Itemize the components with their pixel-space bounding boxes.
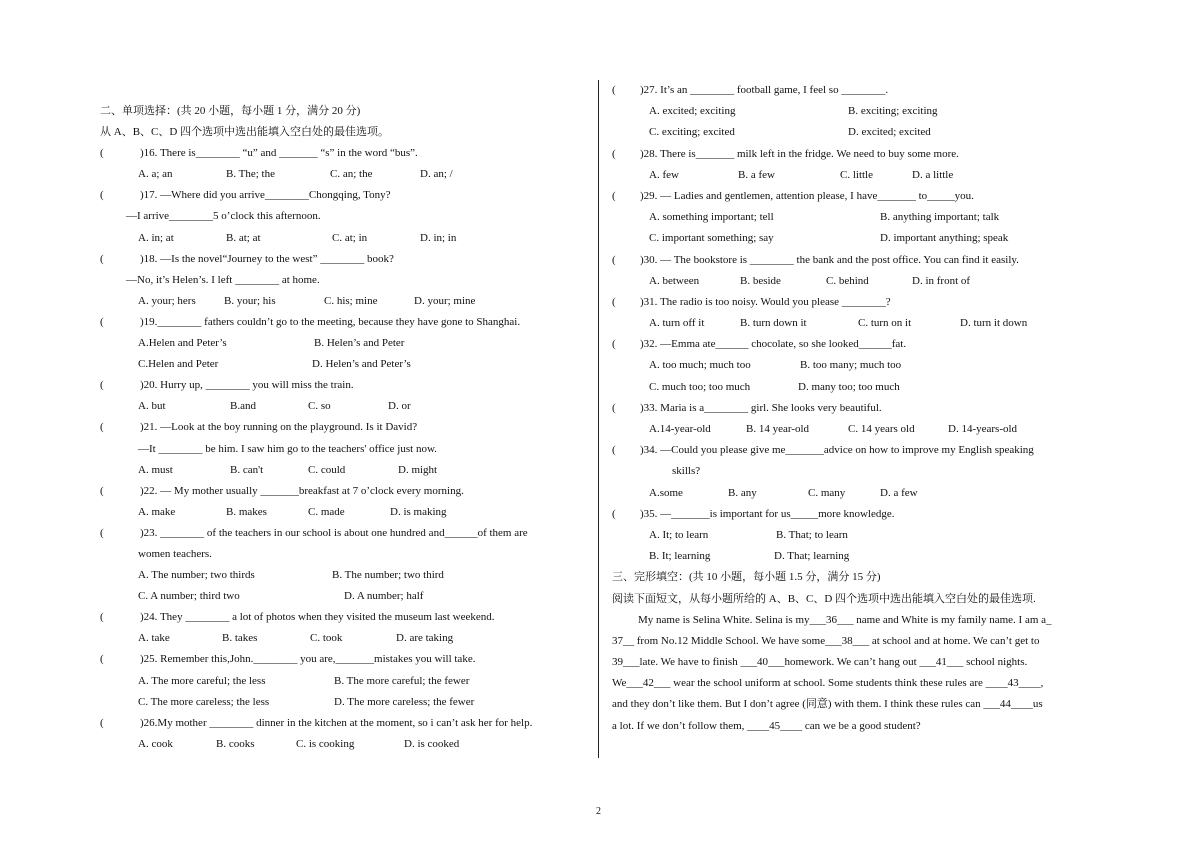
answer-paren[interactable]: ( [612, 401, 616, 414]
options-16 [100, 164, 580, 185]
answer-paren[interactable]: ( [100, 716, 104, 729]
column-divider [598, 80, 599, 758]
answer-paren[interactable]: ( [612, 147, 616, 160]
answer-paren[interactable]: ( [100, 611, 104, 624]
option-b: B. beside [740, 274, 781, 287]
option-c: C. little [840, 168, 873, 181]
question-text: )33. Maria is a________ girl. She looks very beautiful. [640, 401, 882, 414]
question-31 [612, 292, 1102, 313]
options-23-row1 [100, 565, 580, 586]
options-25-row1 [100, 671, 580, 692]
options-26 [100, 734, 580, 755]
section-instruction: 从 A、B、C、D 四个选项中选出能填入空白处的最佳选项。 [100, 126, 390, 139]
option-c: C. so [308, 400, 331, 413]
option-d: D. Helen’s and Peter’s [312, 358, 411, 371]
option-d: D. a few [880, 486, 918, 499]
question-26 [100, 713, 580, 734]
option-c: C. 14 years old [848, 423, 915, 435]
question-23 [100, 523, 580, 544]
options-23-row2 [100, 586, 580, 607]
option-a: A. turn off it [649, 317, 705, 330]
option-c: C. much too; too much [649, 380, 751, 393]
answer-paren[interactable]: ( [612, 507, 616, 520]
question-25 [100, 649, 580, 670]
question-text: )35. —_______is important for us_____more knowledge. [640, 507, 895, 520]
option-c: C. could [308, 463, 346, 476]
option-b: B. a few [738, 168, 775, 181]
options-19-row2 [100, 354, 580, 375]
option-b: B. That; to learn [776, 528, 848, 541]
option-b: B. at; at [226, 231, 261, 244]
options-21 [100, 460, 580, 481]
question-16 [100, 143, 580, 164]
option-b: B. The more careful; the fewer [334, 674, 470, 687]
option-a: A. a; an [138, 168, 173, 181]
option-b: B. anything important; talk [880, 211, 1000, 224]
answer-paren[interactable]: ( [100, 484, 104, 497]
option-c: C. his; mine [324, 294, 378, 307]
option-b: B. can't [230, 463, 264, 476]
question-text: )25. Remember this,John.________ you are,_______mistakes you will take. [140, 653, 476, 666]
question-32 [612, 334, 1102, 355]
option-c: C. turn on it [858, 317, 912, 330]
option-a: A. cook [138, 737, 173, 750]
option-b: B.and [230, 400, 256, 413]
options-29-row2 [612, 228, 1102, 249]
option-a: A. The number; two thirds [138, 569, 255, 582]
passage-line: My name is Selina White. Selina is my___36___ name and White is my family name. I am a_ [638, 613, 1052, 626]
option-b: B. Helen’s and Peter [314, 337, 405, 350]
option-a: A. must [138, 463, 173, 476]
option-a: A.14-year-old [649, 423, 711, 435]
option-a: A. something important; tell [649, 211, 774, 224]
options-32-row1 [612, 355, 1102, 376]
option-c: B. It; learning [649, 550, 711, 563]
question-text: )32. —Emma ate______ chocolate, so she looked______fat. [640, 338, 907, 351]
option-a: A.Helen and Peter’s [138, 337, 227, 350]
option-b: B. cooks [216, 737, 255, 750]
option-c: C. made [308, 505, 345, 518]
option-b: B. exciting; exciting [848, 105, 938, 118]
option-b: B. turn down it [740, 317, 807, 330]
question-34 [612, 440, 1102, 461]
question-continuation: —No, it’s Helen’s. I left ________ at home. [126, 273, 320, 286]
answer-paren[interactable]: ( [100, 526, 104, 539]
question-text: )30. — The bookstore is ________ the bank and the post office. You can find it easily. [640, 253, 1019, 266]
option-d: D. or [388, 400, 411, 413]
section-title: 三、完形填空：(共 10 小题，每小题 1.5 分，满分 15 分) [612, 571, 881, 584]
question-continuation: —I arrive________5 o’clock this afternoon. [126, 210, 321, 223]
option-d: D. is cooked [404, 737, 460, 750]
options-35-row1 [612, 525, 1102, 546]
options-27-row1 [612, 101, 1102, 122]
answer-paren[interactable]: ( [612, 295, 616, 308]
question-text: )18. —Is the novel“Journey to the west” ________ book? [140, 252, 394, 265]
option-a: A. excited; exciting [649, 105, 736, 118]
option-c: C. The more careless; the less [138, 695, 270, 708]
option-c: C. behind [826, 274, 869, 287]
options-33 [612, 419, 1102, 440]
question-text: )26.My mother ________ dinner in the kitchen at the moment, so i can’t ask her for help. [140, 716, 533, 729]
options-30 [612, 271, 1102, 292]
section-instruction: 阅读下面短文，从每小题所给的 A、B、C、D 四个选项中选出能填入空白处的最佳选项. [612, 592, 1036, 605]
question-35 [612, 504, 1102, 525]
answer-paren[interactable]: ( [612, 84, 616, 96]
options-29-row1 [612, 207, 1102, 228]
option-c: C. A number; third two [138, 590, 240, 603]
option-b: B. any [728, 486, 757, 499]
option-a: A. in; at [138, 231, 174, 244]
option-c: C. important something; say [649, 232, 774, 245]
option-a: A. The more careful; the less [138, 674, 266, 687]
passage-line: a lot. If we don’t follow them, ____45____ can we be a good student? [612, 719, 921, 732]
question-text: )16. There is________ “u” and _______ “s” in the word “bus”. [140, 147, 418, 160]
answer-paren[interactable]: ( [612, 444, 616, 457]
option-a: A. take [138, 632, 170, 645]
options-35-row2 [612, 546, 1102, 567]
answer-paren[interactable]: ( [100, 147, 104, 160]
passage-line: 39___late. We have to finish ___40___homework. We can’t hang out ___41___ school nights. [612, 656, 1028, 669]
options-22 [100, 502, 580, 523]
answer-paren[interactable]: ( [100, 189, 104, 202]
answer-paren[interactable]: ( [612, 253, 616, 266]
option-c: C. many [808, 486, 846, 499]
option-b: B. The; the [226, 168, 275, 181]
option-d: D. many too; too much [798, 380, 900, 393]
answer-paren[interactable]: ( [612, 189, 616, 202]
option-d: D. A number; half [344, 590, 424, 603]
passage-line: We___42___ wear the school uniform at school. Some students think these rules are ____43____, [612, 677, 1044, 690]
option-d: D. is making [390, 505, 447, 518]
option-a: A. your; hers [138, 294, 196, 307]
answer-paren[interactable]: ( [100, 315, 104, 328]
question-continuation: —It ________ be him. I saw him go to the teachers' office just now. [138, 442, 437, 455]
option-b: B. takes [222, 632, 258, 645]
question-text: )21. —Look at the boy running on the playground. Is it David? [140, 421, 418, 434]
option-c: C. an; the [330, 168, 373, 181]
options-17 [100, 228, 580, 249]
option-c: C.Helen and Peter [138, 358, 219, 371]
question-29 [612, 186, 1102, 207]
option-b: B. your; his [224, 294, 276, 307]
option-d: D. in front of [912, 274, 971, 287]
question-text: )34. —Could you please give me_______advice on how to improve my English speaking [640, 444, 1034, 457]
option-d: D. your; mine [414, 294, 476, 307]
question-28 [612, 144, 1102, 165]
question-18 [100, 249, 580, 270]
option-d: D. That; learning [774, 550, 850, 563]
question-continuation: women teachers. [138, 547, 212, 560]
option-c: C. is cooking [296, 737, 355, 750]
section-title: 二、单项选择：(共 20 小题，每小题 1 分，满分 20 分) [100, 105, 361, 117]
option-d: D. are taking [396, 632, 454, 645]
question-text: )17. —Where did you arrive________Chongqing, Tony? [140, 189, 391, 202]
page-number: 2 [596, 806, 601, 817]
question-22 [100, 481, 580, 502]
answer-paren[interactable]: ( [100, 653, 104, 666]
question-24 [100, 607, 580, 628]
question-text: )27. It’s an ________ football game, I feel so ________. [640, 84, 889, 96]
options-24 [100, 628, 580, 649]
answer-paren[interactable]: ( [100, 252, 104, 265]
question-text: )24. They ________ a lot of photos when they visited the museum last weekend. [140, 611, 495, 624]
options-25-row2 [100, 692, 580, 713]
option-a: A. too much; much too [649, 359, 751, 372]
option-c: C. exciting; excited [649, 126, 735, 139]
option-d: D. in; in [420, 231, 457, 244]
question-33 [612, 398, 1102, 419]
option-d: D. excited; excited [848, 126, 931, 139]
question-19 [100, 312, 580, 333]
option-c: C. at; in [332, 231, 368, 244]
question-continuation: skills? [672, 465, 701, 478]
options-27-row2 [612, 122, 1102, 143]
question-text: )23. ________ of the teachers in our school is about one hundred and______of them are [140, 526, 528, 539]
answer-paren[interactable]: ( [612, 338, 616, 351]
right-column [612, 80, 1102, 737]
option-d: D. might [398, 463, 438, 476]
options-28 [612, 165, 1102, 186]
answer-paren[interactable]: ( [100, 379, 104, 392]
question-21 [100, 417, 580, 438]
question-27 [612, 80, 1102, 101]
option-d: D. turn it down [960, 317, 1028, 330]
option-a: A.some [649, 486, 683, 499]
option-d: D. 14-years-old [948, 423, 1018, 435]
passage-line: 37__ from No.12 Middle School. We have some___38___ at school and at home. We can’t get to [612, 634, 1040, 647]
options-20 [100, 396, 580, 417]
question-text: )29. — Ladies and gentlemen, attention please, I have_______ to_____you. [640, 189, 974, 202]
option-d: D. a little [912, 168, 954, 181]
question-text: )20. Hurry up, ________ you will miss the train. [140, 379, 354, 392]
question-20 [100, 375, 580, 396]
answer-paren[interactable]: ( [100, 421, 104, 434]
options-32-row2 [612, 377, 1102, 398]
option-c: C. took [310, 632, 343, 645]
option-b: B. The number; two third [332, 569, 444, 582]
option-a: A. make [138, 505, 176, 518]
option-d: D. The more careless; the fewer [334, 695, 475, 708]
left-column [100, 80, 580, 755]
option-a: A. It; to learn [649, 528, 709, 541]
question-text: )31. The radio is too noisy. Would you please ________? [640, 295, 891, 308]
question-30 [612, 250, 1102, 271]
options-18 [100, 291, 580, 312]
option-d: D. an; / [420, 168, 453, 181]
question-text: )28. There is_______ milk left in the fridge. We need to buy some more. [640, 147, 959, 160]
option-a: A. between [649, 274, 700, 287]
option-b: B. too many; much too [800, 359, 902, 372]
question-17 [100, 185, 580, 206]
option-d: D. important anything; speak [880, 232, 1009, 245]
option-a: A. few [649, 168, 679, 181]
passage-line: and they don’t like them. But I don’t agree (同意) with them. I think these rules can ___44____us [612, 698, 1043, 711]
options-31 [612, 313, 1102, 334]
options-19-row1 [100, 333, 580, 354]
options-34 [612, 483, 1102, 504]
question-text: )22. — My mother usually _______breakfast at 7 o’clock every morning. [140, 484, 464, 497]
option-b: B. 14 year-old [746, 423, 810, 435]
option-b: B. makes [226, 505, 267, 518]
question-text: )19.________ fathers couldn’t go to the meeting, because they have gone to Shanghai. [140, 315, 521, 328]
option-a: A. but [138, 400, 166, 413]
